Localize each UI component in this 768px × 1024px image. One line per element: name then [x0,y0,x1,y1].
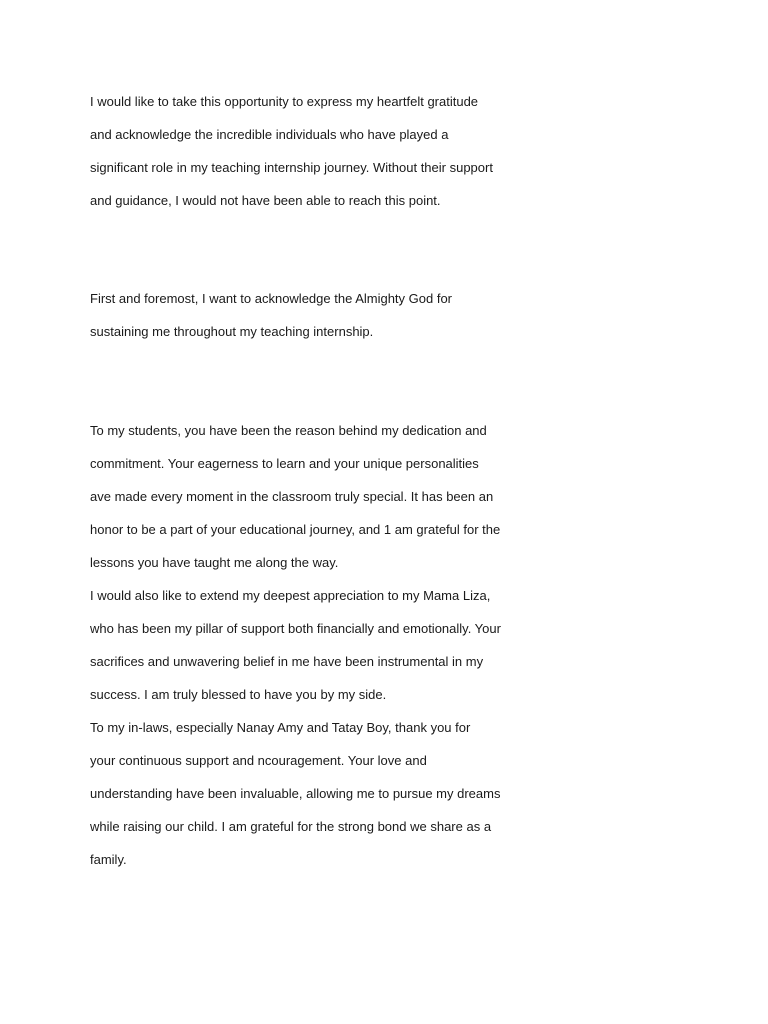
text-line: First and foremost, I want to acknowledge the Almighty God for [90,291,453,306]
text-line: I would also like to extend my deepest appreciation to my Mama Liza, [90,588,491,603]
text-line: understanding have been invaluable, allowing me to pursue my dreams [90,786,501,801]
text-line: and guidance, I would not have been able to reach this point. [90,193,441,208]
text-line: commitment. Your eagerness to learn and your unique personalities [90,456,479,471]
text-line: sustaining me throughout my teaching internship. [90,324,374,339]
text-line: success. I am truly blessed to have you by my side. [90,687,387,702]
paragraph-gratitude-intro [90,85,530,217]
text-line: while raising our child. I am grateful for the strong bond we share as a [90,819,492,834]
text-line: To my students, you have been the reason behind my dedication and [90,423,487,438]
text-line: who has been my pillar of support both financially and emotionally. Your [90,621,501,636]
text-line: your continuous support and ncouragement. Your love and [90,753,427,768]
text-line: ave made every moment in the classroom truly special. It has been an [90,489,494,504]
text-line: I would like to take this opportunity to express my heartfelt gratitude [90,94,479,109]
text-line: sacrifices and unwavering belief in me have been instrumental in my [90,654,484,669]
text-line: and acknowledge the incredible individuals who have played a [90,127,449,142]
paragraph-students-family [90,414,530,876]
paragraph-almighty-god [90,282,530,348]
text-line: significant role in my teaching internship journey. Without their support [90,160,493,175]
text-line: To my in-laws, especially Nanay Amy and Tatay Boy, thank you for [90,720,471,735]
text-line: lessons you have taught me along the way. [90,555,339,570]
text-line: honor to be a part of your educational journey, and 1 am grateful for the [90,522,501,537]
text-line: family. [90,852,127,867]
